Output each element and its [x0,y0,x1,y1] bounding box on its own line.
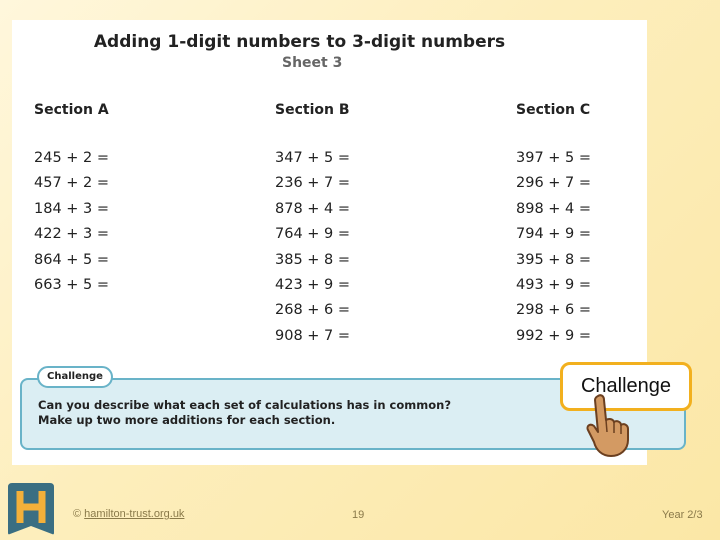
copyright-symbol: © [73,508,82,520]
footer-copyright [73,508,184,520]
year-label: Year 2/3 [662,509,703,521]
footer-link[interactable]: hamilton-trust.org.uk [84,508,185,520]
challenge-instructions [38,398,451,428]
section-b [275,102,425,349]
worksheet-title: Adding 1-digit numbers to 3-digit numbers [93,32,506,52]
section-heading: Section A [34,102,109,118]
section-heading: Section C [516,102,591,118]
pointing-hand-icon [576,392,636,458]
calculation: 397 + 5 = [516,150,592,166]
challenge-tag: Challenge [37,366,113,388]
calculation: 764 + 9 = [275,226,351,243]
calculation: 992 + 9 = [516,327,592,344]
calculation: 245 + 2 = [34,150,110,166]
calculation: 268 + 6 = [275,302,351,319]
page-number: 19 [352,509,365,521]
calculation: 184 + 3 = [34,200,110,217]
calculation: 347 + 5 = [275,150,351,166]
calculation: 385 + 8 = [275,251,351,268]
calculation: 298 + 6 = [516,302,592,319]
worksheet-subtitle: Sheet 3 [282,55,343,71]
section-c [516,102,666,349]
calculation: 395 + 8 = [516,251,592,268]
calculation: 878 + 4 = [275,200,351,217]
calculation: 236 + 7 = [275,175,351,192]
calculation: 663 + 5 = [34,276,110,293]
calculation: 493 + 9 = [516,276,592,293]
calculation: 898 + 4 = [516,200,592,217]
challenge-line-1: Can you describe what each set of calculations has in common? [38,398,451,412]
calculation: 908 + 7 = [275,327,351,344]
section-heading: Section B [275,102,350,118]
calculation: 296 + 7 = [516,175,592,192]
calculation: 864 + 5 = [34,251,110,268]
challenge-button[interactable]: Challenge [560,362,692,411]
challenge-line-2: Make up two more additions for each section. [38,413,336,427]
calculation: 422 + 3 = [34,226,110,243]
hamilton-h-logo [6,481,56,536]
section-a [34,102,184,298]
calculation: 794 + 9 = [516,226,592,243]
calculation: 457 + 2 = [34,175,110,192]
calculation: 423 + 9 = [275,276,351,293]
